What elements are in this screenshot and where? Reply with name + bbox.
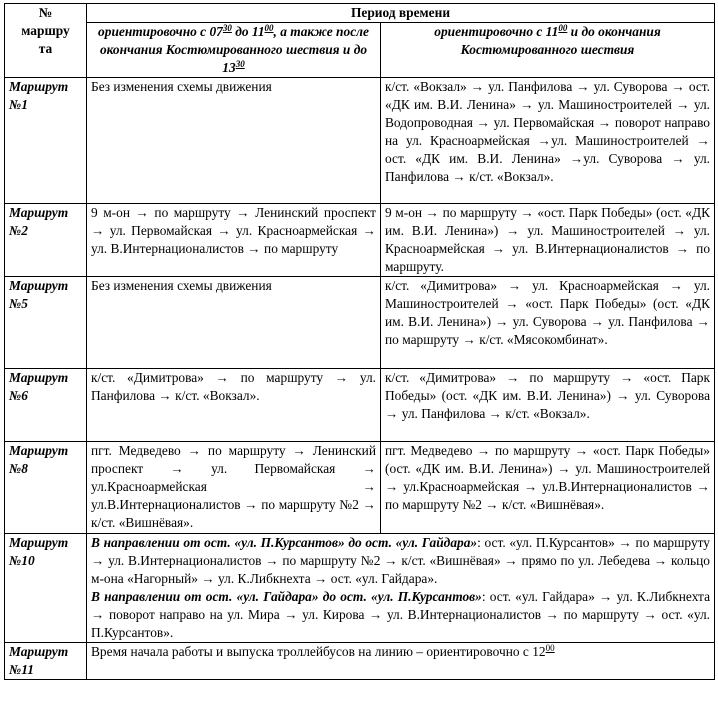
schedule-cell-period1: пгт. Медведево → по маршруту → Ленинский проспект → ул. Первомайская → ул.Красноармейская → ул.В.Интернационалистов → по маршруту №2 → к/ст. «Вишнёвая». [87, 442, 381, 534]
route-label: Маршрут №5 [5, 277, 87, 369]
schedule-cell-period2: к/ст. «Димитрова» → по маршруту → «ост. Парк Победы» (ост. «ДК им. В.И. Ленина») → ул. Суворова → ул. Панфилова → к/ст. «Вокзал». [381, 369, 715, 442]
schedule-cell-merged: Время начала работы и выпуска троллейбусов на линию – ориентировочно с $12^{00}$ [87, 643, 715, 680]
route-number-header-line1: № [38, 5, 53, 20]
schedule-cell-period1: к/ст. «Димитрова» → по маршруту → ул. Панфилова → к/ст. «Вокзал». [87, 369, 381, 442]
period-col2-header: ориентировочно с $11^{00}$ и до окончания Костюмированного шествия [381, 23, 715, 78]
schedule-cell-period2: к/ст. «Вокзал» → ул. Панфилова → ул. Суворова → ост. «ДК им. В.И. Ленина» → ул. Машиностроителей → ул. Водопроводная → ул. Первомайская → поворот направо на ул. Красноармейская →ул. Машиностроителей → ост. «ДК им. В.И. Ленина» →ул. Суворова → ул. Панфилова → к/ст. «Вокзал». [381, 78, 715, 204]
table-row-route-10 [5, 534, 715, 643]
route-number-header [5, 4, 87, 78]
schedule-cell-period1: 9 м-он → по маршруту → Ленинский проспект → ул. Первомайская → ул. Красноармейская → ул. В.Интернационалистов → по маршруту [87, 204, 381, 277]
table-row [5, 369, 715, 442]
route-label: Маршрут №1 [5, 78, 87, 204]
table-row [5, 204, 715, 277]
route-schedule-table [4, 3, 715, 680]
schedule-cell-merged [87, 534, 715, 643]
table-row [5, 78, 715, 204]
direction-paragraph-1: В направлении от ост. «ул. П.Курсантов» до ост. «ул. Гайдара»: ост. «ул. П.Курсантов» → по маршруту → ул. В.Интернационалистов → по маршруту №2 → к/ст. «Вишнёвая» → прямо по ул. Лебедева → кольцо м-она «Нагорный» → ул. К.Либкнехта → ост. «ул. Гайдара». [91, 535, 711, 586]
direction-paragraph-2: В направлении от ост. «ул. Гайдара» до ост. «ул. П.Курсантов»: ост. «ул. Гайдара» → ул. К.Либкнехта → поворот направо на ул. Мира → ул. Кирова → ул. В.Интернационалистов → по маршруту → ост. «ул. П.Курсантов». [91, 589, 711, 640]
route-label: Маршрут №11 [5, 643, 87, 680]
schedule-cell-period2: к/ст. «Димитрова» → ул. Красноармейская → ул. Машиностроителей → «ост. Парк Победы» (ост. «ДК им. В.И. Ленина») → ул. Суворова → ул. Панфилова → по маршруту → к/ст. «Мясокомбинат». [381, 277, 715, 369]
schedule-cell-period1: Без изменения схемы движения [87, 78, 381, 204]
header-row [5, 4, 715, 23]
table-row [5, 442, 715, 534]
route-number-header-line3: та [38, 41, 53, 56]
table-row-route-11 [5, 643, 715, 680]
route-label: Маршрут №10 [5, 534, 87, 643]
schedule-cell-period1: Без изменения схемы движения [87, 277, 381, 369]
period-header: Период времени [87, 4, 715, 23]
subheader-row [5, 23, 715, 78]
period-col1-header: ориентировочно с $07^{30}$ до $11^{00}$, а также после окончания Костюмированного шествия и до $13^{30}$ [87, 23, 381, 78]
route-label: Маршрут №8 [5, 442, 87, 534]
schedule-cell-period2: пгт. Медведево → по маршруту → «ост. Парк Победы» (ост. «ДК им. В.И. Ленина») → ул. Машиностроителей → ул.Красноармейская → ул.В.Интернационалистов → по маршруту №2 → к/ст. «Вишнёвая». [381, 442, 715, 534]
route-label: Маршрут №2 [5, 204, 87, 277]
route-number-header-line2: маршру [21, 23, 70, 38]
table-row [5, 277, 715, 369]
route-label: Маршрут №6 [5, 369, 87, 442]
schedule-cell-period2: 9 м-он → по маршруту → «ост. Парк Победы» (ост. «ДК им. В.И. Ленина») → ул. Машиностроителей → ул. Красноармейская → ул. В.Интернационалистов → по маршруту. [381, 204, 715, 277]
